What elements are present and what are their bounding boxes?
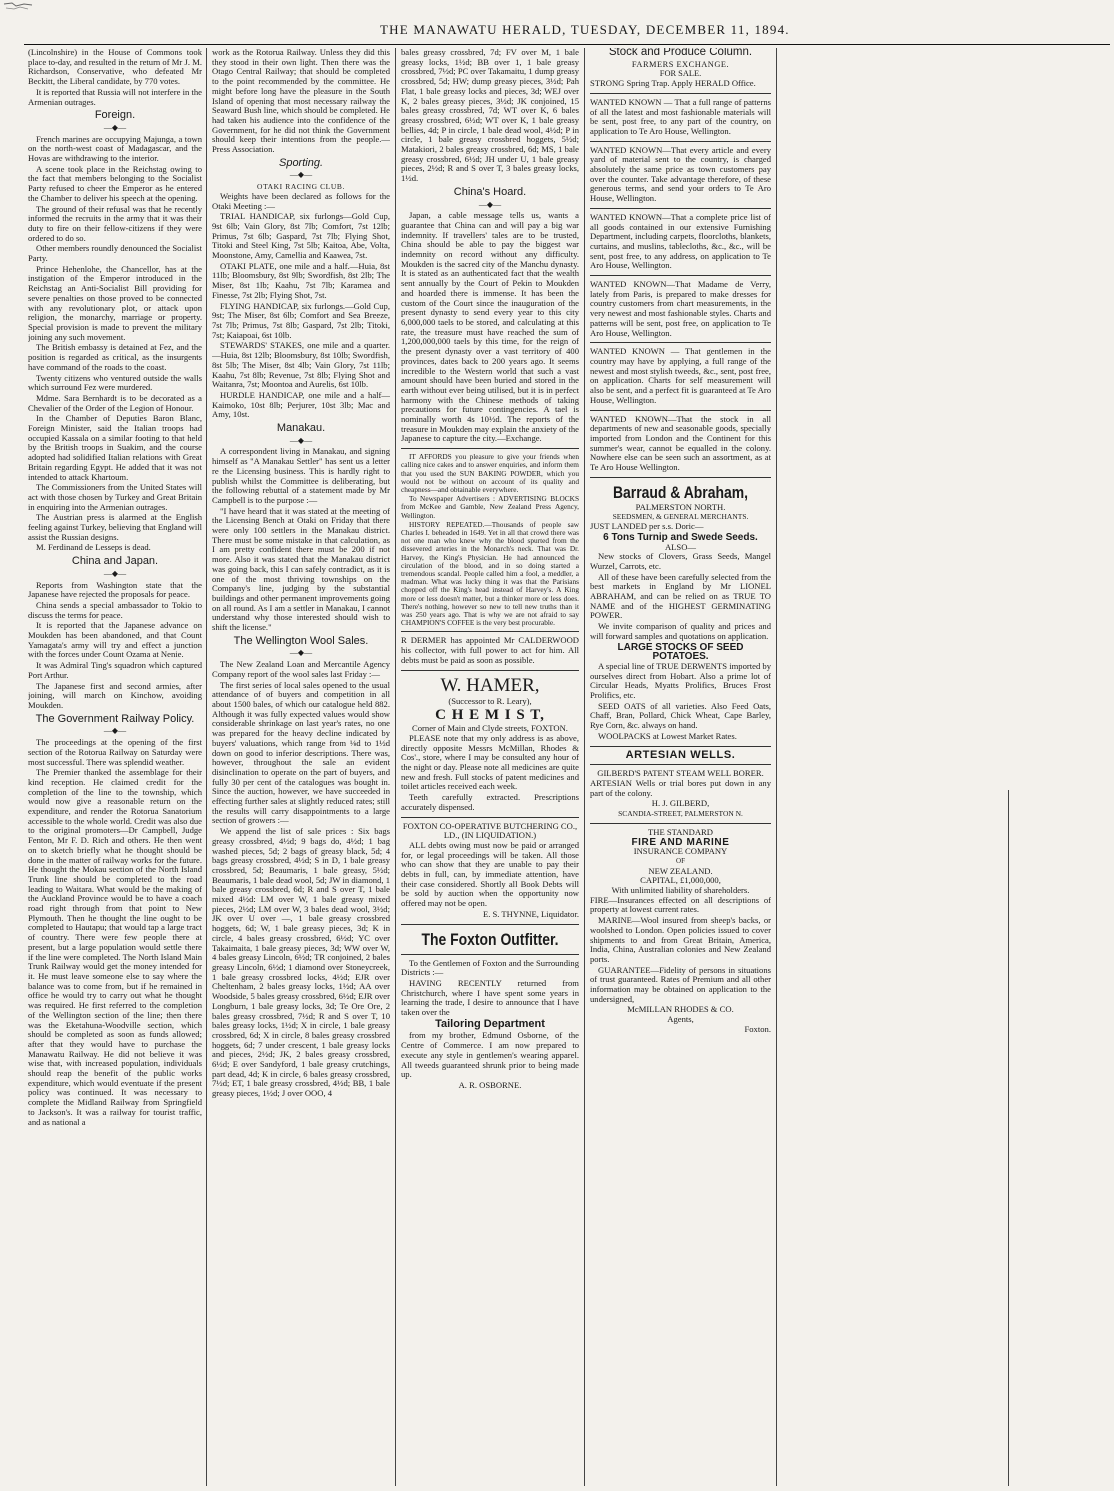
ad-hamer-trade: C H E M I S T,	[435, 707, 545, 724]
article-text: Other members roundly denounced the Socialist Party.	[28, 243, 202, 264]
article-text: STEWARDS' STAKES, one mile and a quarter.—Huia, 8st 12lb; Bloomsbury, 8st 10lb; Swordfish, 8st 5lb; The Miser, 8st 4lb; Vain Glory, 7st 11lb; Kaahu, 7st 8lb; Revenue, 7st 8lb; Flying Shot and Waitanra, 7st; Moontoa and Aurelis, 6st 10lb.	[212, 340, 390, 390]
separator	[401, 924, 579, 925]
section-heading-foreign: Foreign.	[94, 109, 136, 122]
column-divider	[776, 48, 777, 1486]
page-corner-mark-icon	[2, 0, 36, 14]
ornament-icon: —◆—	[478, 199, 502, 209]
column-divider	[584, 48, 585, 1486]
notice-text: HISTORY REPEATED.—Thousands of people saw Charles I. beheaded in 1649. Yet in all that crowd there was not one man who knew why the blood spurted from the dissevered arteries in the Monarch's neck. That was Dr. Harvey, the King's Physician. He had announced the circulation of the blood, and in so doing started a tremendous scandal. People called him a fool, a meddler, a madman. What was lucky thing it was that the Parisians chopped off the King's head instead of Harvey's. A King more or less doesn't matter, but a thinker more or less does. There's nothing, however so new to tell new truths than it was 250 years ago. That is why we are not afraid to say CHAMPION'S COFFEE is the very best procurable.	[401, 519, 579, 628]
subheading: OTAKI RACING CLUB.	[257, 182, 345, 192]
masthead	[0, 0, 1114, 40]
classified-text: WANTED KNOWN — That gentlemen in the country may have by applying, a full range of the newest and most stylish tweeds, &c., sent, post free, on application. Charts for self measurement will also be sent, and a perfect fit is guaranteed at Te Aro House, Wellington.	[590, 346, 771, 405]
ad-hamer-name: W. HAMER,	[440, 674, 540, 696]
article-text: The Japanese first and second armies, after joining, will march on Kinchow, avoiding Moukden.	[28, 680, 202, 710]
article-text: OTAKI PLATE, one mile and a half.—Huia, 8st 11lb; Bloomsbury, 8st 9lb; Swordfish, 8st 2lb; The Miser, 8st 1lb; Kaahu, 7st 7lb; Karamea and Finesse, 7st 2lb; Flying Shot, 7st.	[212, 260, 390, 300]
ad-artesian-sign: H. J. GILBERD,	[651, 798, 710, 809]
ad-standard-text: MARINE—Wool insured from sheep's backs, or woolshed to London. Open policies issued to cover shipments to and from Great Britain, America, India, China, Australian colonies and New Zealand ports.	[590, 915, 771, 964]
ad-barraud-location: PALMERSTON NORTH.	[635, 501, 726, 512]
article-text: In the Chamber of Deputies Baron Blanc, Foreign Minister, said the Italian troops had occupied Kassala on a similar footing to that held by the British troops in Suakim, and the course adopted had solidified Italian relations with Great Britain regarding Egypt. He added that it was not intended to attack Khartoum.	[28, 413, 202, 482]
ad-standard-title: FIRE AND MARINE	[631, 836, 730, 848]
separator	[590, 141, 771, 142]
ad-barraud-text: A special line of TRUE DERWENTS imported by ourselves direct from Hobart. Also a prime lot of Circular Heads, Myatts Prolifics, Bruces Frost Prolifics, etc.	[590, 660, 771, 701]
masthead-rule	[24, 44, 1110, 45]
section-heading-wool-sales: The Wellington Wool Sales.	[233, 634, 369, 647]
article-text: Japan, a cable message tells us, wants a guarantee that China can and will pay a big war indemnity. If travellers' tales are to be trusted, China should be able to pay the biggest war indemnity on record without any difficulty. Moukden is the sacred city of the Manchu dynasty. It is stated as an authenticated fact that the wealth sent annually by the Court of Pekin to Moukden and hoarded there is immense. It has been the custom of the Court since the inauguration of the present dynasty to send every year to this city 6,000,000 taels to be stored, and calculating at this rate, the treasure must have reached the sum of 1,200,000,000 taels by this time, for the reign of the present dynasty over a vast territory of 400 provinces, dates back to 200 years ago. It seems incredible to the Western world that such a vast amount should have been buried and stored in the earth without ever being utilised, but it is in perfect harmony with the Chinese methods of taking precautions for future contingencies. A tael is nominally worth 4s 10½d. The reports of the treasure in Moukden may explain the anxiety of the Japanese to capture the city.—Exchange.	[401, 210, 579, 444]
article-text: FLYING HANDICAP, six furlongs.—Gold Cup, 9st; The Miser, 8st 6lb; Comfort and Sea Breeze, 7st 7lb; Primus, 7st 8lb; Gaspard, 7st 2lb; Titoki, 7st; Kaiapoai, 6st 10lb.	[212, 300, 390, 340]
separator	[401, 448, 579, 449]
ad-barraud-text: All of these have been carefully selected from the best markets in England by Mr LIONEL ABRAHAM, and can be relied on as TRUE TO NAME and of the HIGHEST GERMINATING POWER.	[590, 571, 771, 621]
article-text: The Austrian press is alarmed at the English feeling against Turkey, believing that England will assist the Russian designs.	[28, 512, 202, 542]
ad-artesian-title: ARTESIAN WELLS.	[625, 748, 736, 761]
subheading: FOR SALE.	[659, 69, 702, 79]
ad-artesian-body: ARTESIAN Wells or trial bores put down in any part of the colony.	[590, 778, 771, 798]
section-heading-china-japan: China and Japan.	[71, 555, 159, 568]
classified-text: WANTED KNOWN—That Madame de Verry, lately from Paris, is prepared to make dresses for country customers from chart measurements, in the very newest and most fashionable styles. Charts and patterns will be sent, post free, on application to Te Aro House, Wellington.	[590, 279, 771, 338]
ad-barraud-text: We invite comparison of quality and prices and will forward samples and quotations on application.	[590, 621, 771, 641]
article-text: It was Admiral Ting's squadron which captured Port Arthur.	[28, 660, 202, 680]
ornament-icon: —◆—	[289, 170, 313, 180]
article-text: We append the list of sale prices : Six bags greasy crossbred, 4½d; 9 bags do, 4½d; 1 bag washed pieces, 5d; 2 bags of greasy black, 5d; 4 bags greasy crossbred, 4½d; S in D, 1 bale greasy crossbred, 5d; Beaumaris, 1 bale greasy, 5½d; Beaumaris, 1 bale dead wool, 5d; JW in diamond, 1 bale greasy crossbred, 6d; R and S over T, 1 bale mixed 4½d: LM over W, 1 bale greasy mixed pieces, 2½d; LM over W, 3 bales dead wool, 3½d; JK over U over —, 1 bale greasy crossbred hoggets, 6d; W, 1 bale greasy pieces, 3d; K in circle, 4 bales greasy crossbred, 6½d; YC over Takaimaita, 1 bale greasy pieces, 3d; WW over W, 4 bales greasy Lincoln, 6½d; TR conjoined, 2 bales greasy Lincoln, 6½d; 1 diamond over Stoneycreek, 1 bale greasy crossbred locks, 4½d; EJR over Cheltenham, 2 bales greasy locks, 1½d; AA over Woodside, 5 bales greasy crossbred, 6½d; EJR over Longburn, 1 bale greasy locks, 3d; Te Ore Ore, 2 bales greasy crossbred, 7½d; R and S over T, 10 bales greasy locks, 1½d; X in circle, 1 bale greasy crossbred, 6d; X in circle, 8 bales greasy crossbred hoggets, 6d; 7 under crescent, 1 bale greasy locks and pieces, 2½d; JK, 2 bales greasy crossbred, 6½d; E over Sandyford, 1 bale greasy crutchings, part dead, 4d; K in circle, 6 bales greasy crossbred, 7½d; ET, 1 bale greasy crossbred, 4½d; BB, 1 bale greasy pieces, 1½d; J over OOO, 4	[212, 826, 390, 1099]
ad-barraud-text: SEED OATS of all varieties. Also Feed Oats, Chaff, Bran, Pollard, Chick Wheat, Cape Barley, Rye Corn, &c. always on hand.	[590, 700, 771, 731]
article-text: The Commissioners from the United States will act with those chosen by Turkey and Great Britain in enquiring into the Armenian outrages.	[28, 482, 202, 512]
separator	[590, 764, 771, 765]
ad-barraud-title: Barraud & Abraham,	[612, 482, 749, 502]
column-2	[212, 48, 390, 1486]
column-3	[401, 48, 579, 1486]
article-text: "I have heard that it was stated at the meeting of the Licensing Bench at Otaki on Friday that there were only 100 settlers in the Manakau district. There must be some mistake in that calculation, as I am pretty confident there must be 200 if not more. Also it was stated that the Manakau district was going back, this I can safely contradict, as it is one of the most thriving townships on the Company's line, judging by the substantial buildings and other permanent improvements going on all round. As I am a settler in Manakau, I cannot understand why those interested should wish to shift the license."	[212, 505, 390, 633]
ad-standard-sign: Foxton.	[744, 1023, 771, 1034]
article-text: M. Ferdinand de Lesseps is dead.	[36, 542, 151, 553]
ad-outfitter-text: HAVING RECENTLY returned from Christchurch, where I have spent some years in learning the trade, I desire to announce that I have taken over the	[401, 977, 579, 1018]
ad-barraud-text: WOOLPACKS at Lowest Market Rates.	[598, 730, 737, 741]
section-heading-sporting: Sporting.	[278, 156, 324, 169]
separator	[590, 93, 771, 94]
separator	[590, 823, 771, 824]
article-text: A correspondent living in Manakau, and signing himself as "A Manakau Settler" has sent us a letter re the Licensing business. This is hardly right to publish whilst the Committee is deliberating, but the following rebuttal of a statement made by Mr Campbell is to the purpose :—	[212, 446, 390, 505]
ad-hamer-sub: (Successor to R. Leary),	[448, 695, 532, 706]
ornament-icon: —◆—	[103, 568, 127, 578]
article-text: It is reported that the Japanese advance on Moukden has been abandoned, and that Count Yamagata's army will try and effect a junction with the forces under Count Ozama at Nenie.	[28, 620, 202, 660]
classified-text: STRONG Spring Trap. Apply HERALD Office.	[590, 78, 756, 89]
ad-artesian-address: SCANDIA-STREET, PALMERSTON N.	[618, 809, 743, 819]
section-heading-stock: Stock and Produce Column.	[608, 48, 753, 58]
ad-barraud-text: New stocks of Clovers, Grass Seeds, Mangel Wurzel, Carrots, etc.	[590, 551, 771, 571]
ad-hamer-teeth: Teeth carefully extracted. Prescriptions accurately dispensed.	[401, 792, 579, 812]
article-text: (Lincolnshire) in the House of Commons took place to-day, and resulted in the return of Mr J. M. Richardson, Conservative, who defeated Mr Beckitt, the Liberal candidate, by 770 votes.	[28, 48, 202, 87]
separator	[401, 670, 579, 671]
ad-outfitter-sign: A. R. OSBORNE.	[458, 1080, 522, 1090]
article-text: bales greasy crossbred, 7d; FV over M, 1 bale greasy locks, 1½d; BB over 1, 1 bale greasy crossbred, 7½d; PC over Takamaitu, 1 dump greasy crossbred, 5d; HW; dump greasy pieces, 3½d; Pah Flat, 1 bale greasy locks and pieces, 3d; WEJ over K, 2 bales greasy pieces, 3½d; JK conjoined, 15 bales greasy crossbred, 7d; WT over K, 6 bales greasy crossbred, 6½d; WT over K, 1 bale greasy bellies, 4d; P in circle, 1 bale dead wool, 4½d; P in circle, 1 bale greasy crossbred hoggets, 5½d; Matakiori, 2 bales greasy crossbred, 6d; MS, 1 bale greasy crossbred, 6½d; JH under U, 1 bale greasy pieces, 2½d; R and S over T, 3 bales greasy locks, 1½d.	[401, 48, 579, 184]
ad-standard-text: FIRE—Insurances effected on all descriptions of property at lowest current rates.	[590, 894, 771, 915]
ad-standard-sign: Agents,	[667, 1014, 694, 1025]
ad-standard-title: NEW ZEALAND.	[648, 865, 713, 876]
masthead-title: THE MANAWATU HERALD, TUESDAY, DECEMBER 11, 1894.	[380, 22, 790, 37]
article-text: HURDLE HANDICAP, one mile and a half—Kaimoko, 10st 8lb; Perjurer, 10st 3lb; Mac and Amy, 10st.	[212, 389, 390, 420]
ad-standard-sign: McMILLAN RHODES & CO.	[627, 1004, 734, 1015]
article-text: Mdme. Sara Bernhardt is to be decorated as a Chevalier of the Order of the Legion of Honour.	[28, 392, 202, 413]
column-1	[28, 48, 202, 1486]
column-divider	[206, 48, 207, 1486]
ad-coop-sign: E. S. THYNNE, Liquidator.	[482, 908, 579, 919]
article-text: China sends a special ambassador to Tokio to discuss the terms for peace.	[28, 599, 202, 620]
ad-coop-head: FOXTON CO-OPERATIVE BUTCHERING CO., LD., (IN LIQUIDATION.)	[402, 820, 578, 841]
separator	[590, 342, 771, 343]
article-text: work as the Rotorua Railway. Unless they did this they stood in their own light. Then there was the Otago Central Railway; that should be completed to the point recommended by the committee. He might before long have the pleasure in the South Island of opening that most necessary railway the Seaward Bush line, which should be completed. He had taken his audience into the confidence of the Government, for he did not think the Government should keep their intentions from the people.—Press Association.	[212, 48, 390, 155]
ad-standard-title: OF	[676, 856, 685, 865]
article-text: The British embassy is detained at Fez, and the position is regarded as critical, as the insurgents have command of the roads to the coast.	[28, 342, 202, 372]
article-text: The first series of local sales opened to the usual attendance of of buyers and competition in all about 1500 bales, of which our catalogue held 882. Although it was fully expected values would show considerable shrinkage on last year's rates, no one was prepared for the heavy decline indicated by buyers' valuations, which range from ⅛d to 1½d down on good to inferior descriptions. There was, however, throughout the sale an evident disinclination to operate on the part of buyers, and fully 30 per cent of the catalogues was bought in. Since the auction, however, we have succeeded in effecting further sales at slightly reduced rates; still the results will carry disappointments to a large section of growers :—	[212, 679, 390, 826]
article-text: Prince Hehenlohe, the Chancellor, has at the instigation of the Emperor introduced in the Reichstag an Anti-Socialist Bill providing for severe penalties on those proved to be connected with any revolutionary plot, or attack upon religion, the monarchy, marriage or property. Special provision is made to prevent the military joining any such movement.	[28, 263, 202, 342]
classified-text: WANTED KNOWN — That a full range of patterns of all the latest and most fashionable materials will be sent, post free, to any part of the country, on application to Te Aro House, Wellington.	[590, 96, 771, 136]
notice-text: To Newspaper Advertisers : ADVERTISING BLOCKS from McKee and Gamble, New Zealand Press Agency, Wellington.	[401, 494, 579, 520]
ad-standard-capital: With unlimited liability of shareholders.	[611, 885, 750, 896]
ad-hamer-body: PLEASE note that my only address is as above, directly opposite Messrs McMillan, Rhodes & Cos'., store, where I may be consulted any hour of the night or day. Please note all medicines are quite new and fresh. Full stocks of patent medicines and toilet articles received each week.	[401, 732, 579, 792]
separator	[590, 477, 771, 478]
subheading: FARMERS EXCHANGE.	[631, 59, 730, 69]
separator	[590, 208, 771, 209]
ad-outfitter-text: To the Gentlemen of Foxton and the Surrounding Districts :—	[401, 957, 579, 978]
ornament-icon: —◆—	[103, 726, 127, 736]
article-text: Twenty citizens who ventured outside the walls which surround Fez were murdered.	[28, 372, 202, 393]
notice-dermer: R DERMER has appointed Mr CALDERWOOD his collector, with full power to act for him. All debts must be paid as soon as possible.	[401, 635, 579, 665]
ornament-icon: —◆—	[103, 122, 127, 132]
article-text: The Premier thanked the assemblage for their kind reception. He claimed credit for the completion of the line to the township, which would now give a reasonable return on the expenditure, and render the Rotorua Sanatorium accessible to the whole world. Credit was also due to the original promoters—Dr Campbell, Judge Fenton, Mr F. D. Rich and others. He then went on to sketch briefly what he thought should be done in the matter of railway works for the future. He thought the Mokau section of the North Island Trunk line should be completed to the road leading to Waitara. What would be the making of the Auckland Province would be to have a coach road right through from that point to New Plymouth. Then he thought the line ought to be completed to Hautapu; that would tap a large tract of country. There were few people there at present, but a large population would settle there if the line were completed. The North Island Main Trunk Railway would get the money intended for it. He must leave someone else to say where the balance was to come from, but if he remained in office he would try to carry out what he thought was required. He first referred to the completion of the Wellington section of the line; then there was the Eketahuna-Woodville section, which should be completed as soon as funds allowed; after that they would have to purchase the Manawatu Railway. He did not believe it was wise that, with increased population, individuals should reap the benefit of the public works expenditure, which would eventuate if the present policy was continued. It was necessary to complete the Midland Railway from Springfield to Jackson's. It was a railway for tourist traffic, and as national a	[28, 767, 202, 1127]
article-text: TRIAL HANDICAP, six furlongs—Gold Cup, 9st 6lb; Vain Glory, 8st 7lb; Comfort, 7st 12lb; Primus, 7st 6lb; Gaspard, 7st 7lb; Flying Shot, Titoki and Steel King, 7st 5lb; Kaitoa, Abe, Volta, Moonstone, Amy, Camellia and Kaawea, 7st.	[212, 211, 390, 261]
ad-barraud-potatoes: LARGE STOCKS OF SEED POTATOES.	[617, 641, 744, 663]
article-text: Weights have been declared as follows for the Otaki Meeting :—	[212, 190, 390, 211]
ad-outfitter-title: The Foxton Outfitter.	[421, 929, 559, 949]
ad-standard-title: INSURANCE COMPANY	[633, 846, 728, 857]
ad-hamer-address: Corner of Main and Clyde streets, FOXTON.	[412, 723, 568, 734]
column-4	[590, 48, 771, 1486]
ad-coop-body: ALL debts owing must now be paid or arranged for, or legal proceedings will be taken. All those who can show that they are unable to pay their debts in full, can, by immediate attention, have their case considered. Shortly all Book Debts will be sold by auction when the opportunity now offered may not be open.	[401, 839, 579, 909]
column-divider	[395, 48, 396, 1486]
classified-text: WANTED KNOWN—That a complete price list of all goods contained in our extensive Furnishing Department, including carpets, floorcloths, blankets, curtains, and muslins, tablecloths, &c., &c., will be sent, post free, to any address, on application to Te Aro House, Wellington.	[590, 211, 771, 271]
column-divider	[1008, 790, 1009, 1486]
classified-text: WANTED KNOWN—That every article and every yard of material sent to the country, is charged absolutely the same price as town customers pay over the counter. Take advantage therefore, of these generous terms, and send your orders to Te Aro House, Wellington.	[590, 144, 771, 204]
ad-standard-text: GUARANTEE—Fidelity of persons in situations of trust guaranteed. Rates of Premium and all other information may be obtained on application to the undersigned,	[590, 964, 771, 1004]
article-text: French marines are occupying Majunga, a town on the north-west coast of Madagascar, and the Hovas are withdrawing to the interior.	[28, 133, 202, 164]
section-heading-manakau: Manakau.	[276, 422, 326, 435]
section-heading-railway: The Government Railway Policy.	[35, 712, 195, 725]
ad-outfitter-text: from my brother, Edmund Osborne, of the Centre of Commerce. I am now prepared to execute any style in gentlemen's wearing apparel. All tweeds guaranteed shrunk prior to being made up.	[401, 1030, 579, 1080]
article-text: The proceedings at the opening of the first section of the Rotorua Railway on Saturday were most successful. There was splendid weather.	[28, 737, 202, 767]
separator	[590, 410, 771, 411]
article-text: Reports from Washington state that the Japanese have rejected the proposals for peace.	[28, 579, 202, 600]
ornament-icon: —◆—	[289, 435, 313, 445]
ad-standard-title: THE STANDARD	[648, 826, 713, 837]
separator	[401, 631, 579, 632]
article-text: A scene took place in the Reichstag owing to the fact that members belonging to the Socialist Party refused to cheer the Emperor as he entered the Chamber to deliver his speech at the opening.	[28, 163, 202, 203]
separator	[590, 275, 771, 276]
ad-standard-capital: CAPITAL, £1,000,000,	[640, 875, 721, 886]
ad-barraud-seeds: 6 Tons Turnip and Swede Seeds.	[603, 531, 758, 543]
classified-text: WANTED KNOWN—That the stock in all departments of new and seasonable goods, specially imported from London and the Continent for this summer's wear, cannot be equalled in the colony. Nowhere else can be seen such an assortment, as at Te Aro House Wellington.	[590, 413, 771, 473]
separator	[590, 746, 771, 747]
article-text: It is reported that Russia will not interfere in the Armenian outrages.	[28, 86, 202, 107]
ad-artesian-sub: GILBERD'S PATENT STEAM WELL BORER.	[597, 768, 764, 779]
article-text: The New Zealand Loan and Mercantile Agency Company report of the wool sales last Friday :—	[212, 659, 390, 679]
separator	[401, 954, 579, 955]
ad-barraud-text: ALSO—	[664, 541, 697, 552]
ad-outfitter-dept: Tailoring Department	[435, 1017, 545, 1030]
article-text: The ground of their refusal was that he recently informed the recruits in the army that it was their duty to fire on their fellow-citizens if they were ordered to do so.	[28, 203, 202, 243]
notice-text: IT AFFORDS you pleasure to give your friends when calling nice cakes and to answer enquiries, and inform them that you used the SUN BAKING POWDER, which you would not be without on account of its quality and cheapness—and obtainable everywhere.	[401, 452, 579, 494]
ad-barraud-text: JUST LANDED per s.s. Doric—	[590, 521, 704, 532]
ad-barraud-trade: SEEDSMEN, & GENERAL MERCHANTS.	[612, 512, 749, 522]
separator	[401, 817, 579, 818]
section-heading-chinas-hoard: China's Hoard.	[453, 185, 527, 198]
ornament-icon: —◆—	[289, 648, 313, 658]
